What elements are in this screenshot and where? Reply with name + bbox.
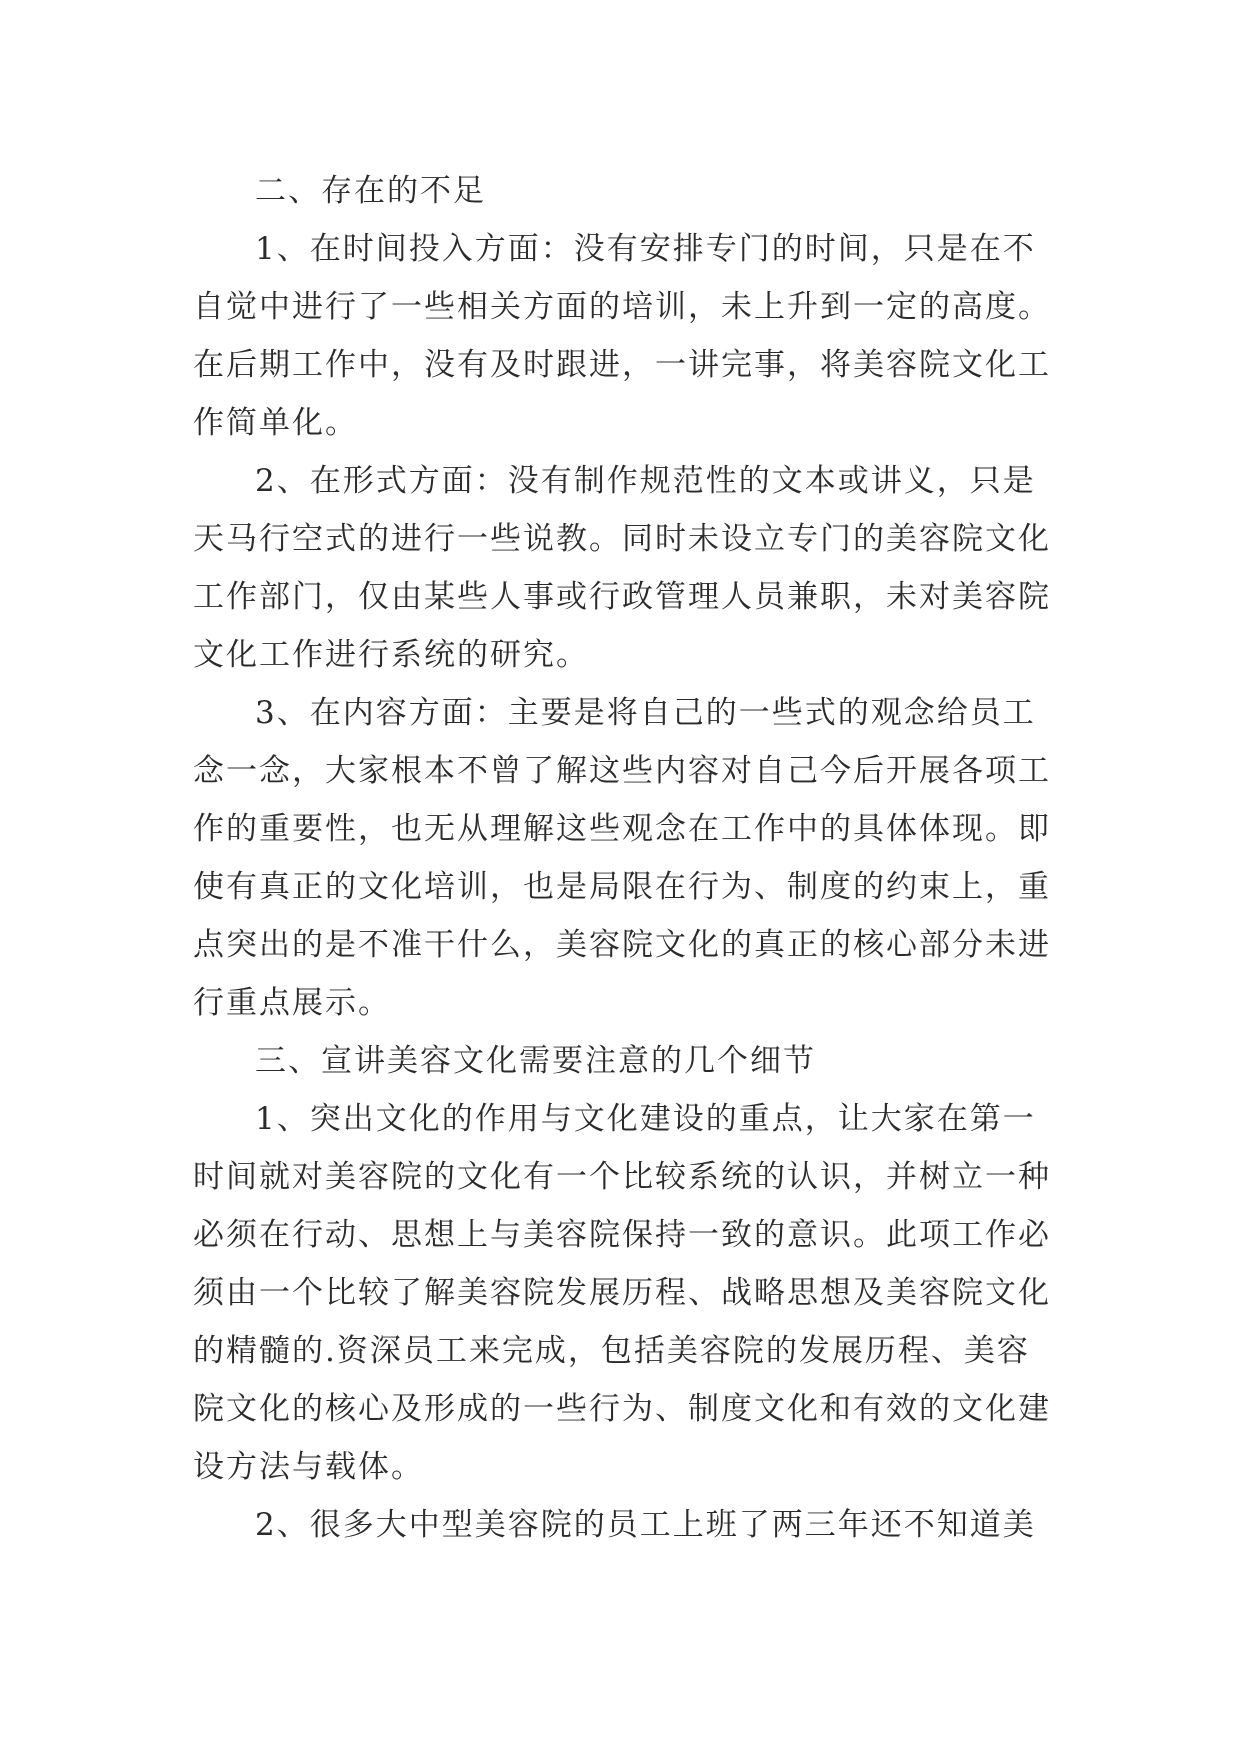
paragraph-line: 自觉中进行了一些相关方面的培训，未上升到一定的高度。 <box>193 289 1051 325</box>
paragraph-line: 作简单化。 <box>193 405 358 441</box>
paragraph-line: 必须在行动、思想上与美容院保持一致的意识。此项工作必 <box>193 1217 1051 1253</box>
paragraph-line: 院文化的核心及形成的一些行为、制度文化和有效的文化建 <box>193 1391 1051 1427</box>
paragraph-line: 设方法与载体。 <box>193 1449 424 1485</box>
paragraph-line: 天马行空式的进行一些说教。同时未设立专门的美容院文化 <box>193 521 1051 557</box>
paragraph-line: 在后期工作中，没有及时跟进，一讲完事，将美容院文化工 <box>193 347 1051 383</box>
paragraph-line: 的精髓的.资深员工来完成，包括美容院的发展历程、美容 <box>193 1333 1030 1369</box>
section-heading-details: 三、宣讲美容文化需要注意的几个细节 <box>255 1043 816 1079</box>
paragraph-line: 点突出的是不准干什么，美容院文化的真正的核心部分未进 <box>193 927 1051 963</box>
document-body <box>193 162 1063 1554</box>
paragraph-line: 2、很多大中型美容院的员工上班了两三年还不知道美 <box>255 1507 1036 1543</box>
section-heading-shortcomings: 二、存在的不足 <box>255 173 486 209</box>
paragraph-line: 文化工作进行系统的研究。 <box>193 637 589 673</box>
paragraph-line: 作的重要性，也无从理解这些观念在工作中的具体体现。即 <box>193 811 1051 847</box>
paragraph-line: 行重点展示。 <box>193 985 391 1021</box>
paragraph-line: 1、在时间投入方面：没有安排专门的时间，只是在不 <box>255 231 1036 267</box>
paragraph-line: 1、突出文化的作用与文化建设的重点，让大家在第一 <box>255 1101 1036 1137</box>
paragraph-line: 2、在形式方面：没有制作规范性的文本或讲义，只是 <box>255 463 1036 499</box>
paragraph-line: 3、在内容方面：主要是将自己的一些式的观念给员工 <box>255 695 1036 731</box>
paragraph-line: 使有真正的文化培训，也是局限在行为、制度的约束上，重 <box>193 869 1051 905</box>
paragraph-line: 工作部门，仅由某些人事或行政管理人员兼职，未对美容院 <box>193 579 1051 615</box>
paragraph-line: 时间就对美容院的文化有一个比较系统的认识，并树立一种 <box>193 1159 1051 1195</box>
paragraph-line: 须由一个比较了解美容院发展历程、战略思想及美容院文化 <box>193 1275 1051 1311</box>
paragraph-line: 念一念，大家根本不曾了解这些内容对自己今后开展各项工 <box>193 753 1051 789</box>
